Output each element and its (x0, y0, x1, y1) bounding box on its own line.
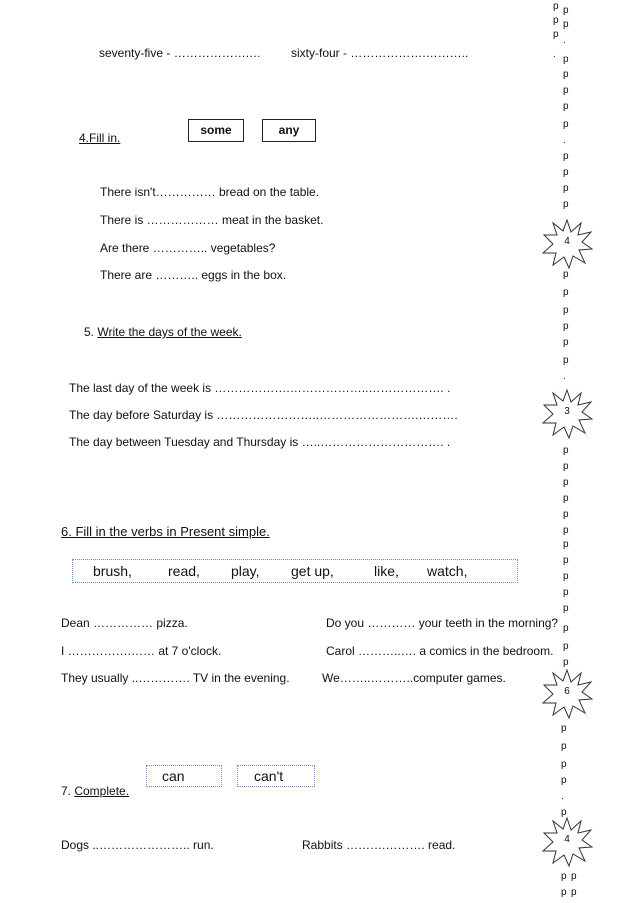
score-burst-4b (541, 816, 593, 868)
margin-letter: p (563, 151, 569, 162)
ex6-left-1: Dean …………… pizza. (61, 616, 188, 630)
margin-dot: . (553, 49, 556, 60)
ex6-right-3: We……..………..computer games. (322, 671, 506, 685)
margin-letter: p (563, 641, 569, 652)
margin-letter: p (563, 183, 569, 194)
ex6-right-2: Carol ………..…. a comics in the bedroom. (326, 644, 554, 658)
margin-letter: p (571, 871, 577, 882)
margin-letter: p (563, 477, 569, 488)
score-3-text: 3 (564, 406, 570, 417)
ex7-title-text: Complete. (74, 784, 130, 798)
ex5-item-1: The last day of the week is ……………….………………..………………. . (69, 381, 451, 395)
ex5-item-3: The day between Tuesday and Thursday is …..…………………………. . (69, 435, 451, 449)
score-burst-3 (541, 388, 593, 440)
margin-letter: p (553, 29, 559, 40)
score-burst-4 (541, 218, 593, 270)
number-left: seventy-five - ……………….… (99, 46, 262, 60)
margin-letter: p (563, 69, 569, 80)
ex4-word-some: some (188, 119, 244, 142)
score-6-text: 6 (564, 686, 570, 697)
ex6-verb-4: get up, (291, 563, 334, 579)
ex4-item-4: There are ……….. eggs in the box. (100, 268, 287, 282)
margin-letter: p (563, 321, 569, 332)
ex7-word-can-text: can (162, 768, 185, 784)
ex4-item-1: There isn't…………… bread on the table. (100, 185, 320, 199)
margin-letter: p (563, 493, 569, 504)
margin-letter: p (563, 539, 569, 550)
ex5-title (84, 325, 242, 339)
margin-letter: p (563, 5, 569, 16)
margin-letter: p (563, 525, 569, 536)
margin-letter: p (553, 1, 559, 12)
ex7-number: 7. (61, 784, 75, 798)
margin-letter: p (563, 54, 569, 65)
ex7-title (61, 784, 129, 798)
margin-letter: p (561, 807, 567, 818)
margin-letter: p (563, 603, 569, 614)
margin-letter: p (563, 445, 569, 456)
margin-dot: . (563, 371, 566, 382)
margin-letter: p (563, 571, 569, 582)
ex6-verb-5: like, (374, 563, 399, 579)
ex6-verb-box (72, 559, 518, 583)
margin-letter: p (553, 15, 559, 26)
margin-letter: p (563, 623, 569, 634)
margin-letter: p (561, 775, 567, 786)
ex6-verb-1: brush, (93, 563, 132, 579)
score-4-text: 4 (564, 236, 570, 247)
ex6-right-1: Do you ………… your teeth in the morning? (326, 616, 559, 630)
margin-letter: p (561, 887, 567, 898)
margin-letter: p (563, 509, 569, 520)
ex6-title: 6. Fill in the verbs in Present simple. (61, 524, 270, 539)
margin-letter: p (563, 167, 569, 178)
ex6-left-2: I …………….…… at 7 o'clock. (61, 644, 222, 658)
ex4-word-any: any (262, 119, 316, 142)
ex7-word-can (146, 765, 222, 787)
margin-letter: p (563, 355, 569, 366)
margin-dot: . (563, 135, 566, 146)
margin-letter: p (563, 269, 569, 280)
margin-letter: p (563, 119, 569, 130)
margin-letter: p (563, 587, 569, 598)
margin-dot: . (561, 791, 564, 802)
ex6-left-3: They usually ..…………. TV in the evening. (61, 671, 290, 685)
margin-letter: p (561, 723, 567, 734)
ex4-item-3: Are there ………….. vegetables? (100, 241, 276, 255)
margin-letter: p (563, 337, 569, 348)
ex5-item-2: The day before Saturday is ……………………..…………………….………. (69, 408, 458, 422)
ex7-word-cant (237, 765, 315, 787)
ex4-title-text: 4.Fill in. (79, 131, 121, 145)
score-burst-6 (541, 668, 593, 720)
margin-letter: p (561, 741, 567, 752)
margin-letter: p (563, 461, 569, 472)
score-4b-text: 4 (564, 834, 570, 845)
ex6-verb-3: play, (231, 563, 260, 579)
ex7-right: Rabbits ……….………. read. (302, 838, 456, 852)
margin-letter: p (563, 287, 569, 298)
margin-letter: p (563, 85, 569, 96)
ex5-title-text: Write the days of the week. (97, 325, 242, 339)
ex6-verb-6: watch, (427, 563, 468, 579)
margin-letter: p (571, 887, 577, 898)
ex7-left: Dogs ..………………….. run. (61, 838, 214, 852)
ex4-title (79, 131, 120, 145)
margin-letter: p (563, 305, 569, 316)
margin-letter: p (561, 759, 567, 770)
ex4-item-2: There is ……………… meat in the basket. (100, 213, 324, 227)
margin-letter: p (563, 101, 569, 112)
margin-letter: p (561, 871, 567, 882)
margin-letter: p (563, 657, 569, 668)
ex6-verb-2: read, (168, 563, 200, 579)
margin-dot: . (563, 35, 566, 46)
ex5-number: 5. (84, 325, 98, 339)
margin-letter: p (563, 555, 569, 566)
ex7-word-cant-text: can't (254, 768, 284, 784)
margin-letter: p (563, 19, 569, 30)
margin-letter: p (563, 199, 569, 210)
number-right: sixty-four - ……………….……….. (291, 46, 469, 60)
